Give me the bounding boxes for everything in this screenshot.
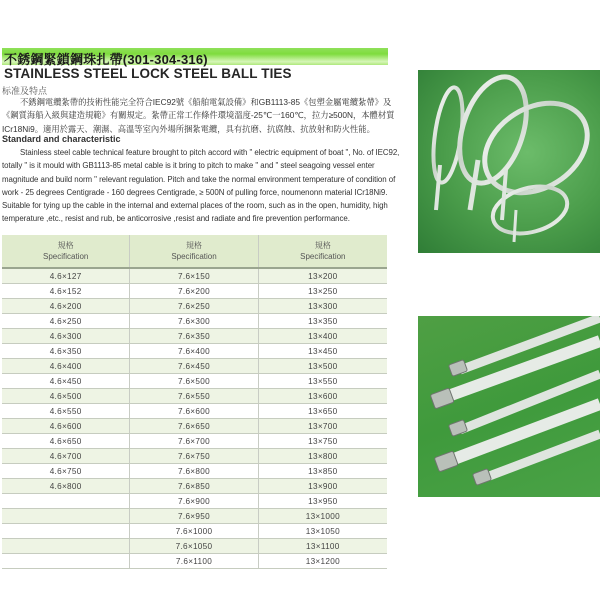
table-cell: 7.6×1100 <box>130 554 258 569</box>
table-cell: 13×200 <box>258 268 387 284</box>
table-row <box>2 359 387 374</box>
product-photo-looped-ties <box>418 70 600 253</box>
table-cell: 13×800 <box>258 449 387 464</box>
table-cell: 7.6×750 <box>130 449 258 464</box>
column-header-cn: 規格 <box>185 241 202 250</box>
table-row <box>2 419 387 434</box>
table-cell: 7.6×1000 <box>130 524 258 539</box>
table-row <box>2 329 387 344</box>
column-header <box>130 235 258 268</box>
table-cell <box>2 554 130 569</box>
column-header <box>258 235 387 268</box>
table-row <box>2 404 387 419</box>
table-row <box>2 344 387 359</box>
table-header-row <box>2 235 387 268</box>
page-title-en: STAINLESS STEEL LOCK STEEL BALL TIES <box>4 66 292 81</box>
table-cell: 4.6×200 <box>2 299 130 314</box>
table-cell: 4.6×700 <box>2 449 130 464</box>
table-cell: 7.6×600 <box>130 404 258 419</box>
standard-heading-en: Standard and characteristic <box>2 134 121 144</box>
table-cell: 13×450 <box>258 344 387 359</box>
table-cell: 4.6×550 <box>2 404 130 419</box>
table-cell: 7.6×400 <box>130 344 258 359</box>
table-cell: 13×550 <box>258 374 387 389</box>
table-cell <box>2 509 130 524</box>
description-en: Stainless steel cable technical feature brought to pitch accord with " electric equipment of boat ", No. of IEC92, totally " is it mould with GB1113-85 metal cable is it bring to pitch to make " and " steel seagoing vessel enter magnitude and build norm " relevant regulation. Pitch and take the normal environment temperature of condition of work - 25 degrees Centigrade - 160 degrees Centigrade, ≥ 500N of pulling force, noumenonn material ICr18Ni9. Suitable for tying up the cable in the internal and external places of the room, such as in the open, humidity, high temperature ,etc., resist and rub, be anticorrosive ,resist and radiate and fire prevention performance. <box>2 148 400 224</box>
table-body <box>2 268 387 569</box>
table-row <box>2 539 387 554</box>
table-cell: 13×950 <box>258 494 387 509</box>
table-cell: 7.6×1050 <box>130 539 258 554</box>
table-cell: 4.6×500 <box>2 389 130 404</box>
table-cell <box>2 494 130 509</box>
standard-heading-cn: 标准及特点 <box>2 87 48 97</box>
table-cell: 4.6×152 <box>2 284 130 299</box>
table-cell: 7.6×800 <box>130 464 258 479</box>
column-header-en: Specification <box>42 252 89 261</box>
table-cell: 13×250 <box>258 284 387 299</box>
table-cell: 4.6×800 <box>2 479 130 494</box>
table-cell: 4.6×350 <box>2 344 130 359</box>
table-row <box>2 494 387 509</box>
table-row <box>2 284 387 299</box>
straight-cable-ties-icon <box>418 316 600 497</box>
table-cell: 13×300 <box>258 299 387 314</box>
table-cell: 4.6×650 <box>2 434 130 449</box>
table-cell: 7.6×850 <box>130 479 258 494</box>
table-cell <box>2 539 130 554</box>
table-cell: 13×350 <box>258 314 387 329</box>
column-header-cn: 規格 <box>57 241 74 250</box>
column-header-en: Specification <box>300 252 346 261</box>
table-cell: 13×1050 <box>258 524 387 539</box>
looped-cable-ties-icon <box>418 70 600 253</box>
table-cell: 13×650 <box>258 404 387 419</box>
table-cell: 7.6×500 <box>130 374 258 389</box>
table-row <box>2 524 387 539</box>
table-cell: 4.6×250 <box>2 314 130 329</box>
table-row <box>2 268 387 284</box>
table-row <box>2 554 387 569</box>
table-cell: 4.6×450 <box>2 374 130 389</box>
table-cell: 13×600 <box>258 389 387 404</box>
table-cell: 13×1200 <box>258 554 387 569</box>
description-cn: 不銹鋼電纜紮帶的技術性能完全符合IEC92號《船舶電氣設備》和GB1113-85《包塑金屬電纜紮帶》及《鋼質海船入級與建造規範》有關規定。紮帶正常工作條件環境溫度-25℃一160℃，拉力≥500N，本體材質ICr18Ni9。適用於露天、潮濕、高溫等室內外場所捆紮電纜，具有抗磨、抗腐蝕、抗放射和防火性能。 <box>2 97 395 134</box>
table-cell: 7.6×350 <box>130 329 258 344</box>
table-cell: 4.6×750 <box>2 464 130 479</box>
column-header-en: Specification <box>171 252 217 261</box>
table-cell: 13×400 <box>258 329 387 344</box>
table-cell: 13×700 <box>258 419 387 434</box>
column-header <box>2 235 130 268</box>
table-row <box>2 314 387 329</box>
table-cell: 13×500 <box>258 359 387 374</box>
table-cell: 7.6×250 <box>130 299 258 314</box>
table-cell: 7.6×650 <box>130 419 258 434</box>
table-cell: 4.6×127 <box>2 268 130 284</box>
specification-table <box>2 235 387 569</box>
table-cell: 7.6×550 <box>130 389 258 404</box>
column-header-cn: 規格 <box>314 241 331 250</box>
table-row <box>2 434 387 449</box>
table-cell: 7.6×700 <box>130 434 258 449</box>
table-cell: 7.6×900 <box>130 494 258 509</box>
table-row <box>2 374 387 389</box>
table-row <box>2 464 387 479</box>
table-cell <box>2 524 130 539</box>
table-row <box>2 449 387 464</box>
table-cell: 13×750 <box>258 434 387 449</box>
product-photo-straight-ties <box>418 316 600 497</box>
table-cell: 13×1100 <box>258 539 387 554</box>
table-cell: 13×1000 <box>258 509 387 524</box>
table-row <box>2 299 387 314</box>
table-cell: 7.6×450 <box>130 359 258 374</box>
table-cell: 7.6×300 <box>130 314 258 329</box>
page-title-cn: 不銹鋼緊鎖鋼珠扎帶(301-304-316) <box>4 52 208 67</box>
table-cell: 7.6×950 <box>130 509 258 524</box>
table-row <box>2 509 387 524</box>
table-row <box>2 479 387 494</box>
table-cell: 13×900 <box>258 479 387 494</box>
table-cell: 13×850 <box>258 464 387 479</box>
table-cell: 7.6×200 <box>130 284 258 299</box>
table-row <box>2 389 387 404</box>
table-cell: 4.6×400 <box>2 359 130 374</box>
table-cell: 4.6×600 <box>2 419 130 434</box>
table-cell: 4.6×300 <box>2 329 130 344</box>
table-cell: 7.6×150 <box>130 268 258 284</box>
